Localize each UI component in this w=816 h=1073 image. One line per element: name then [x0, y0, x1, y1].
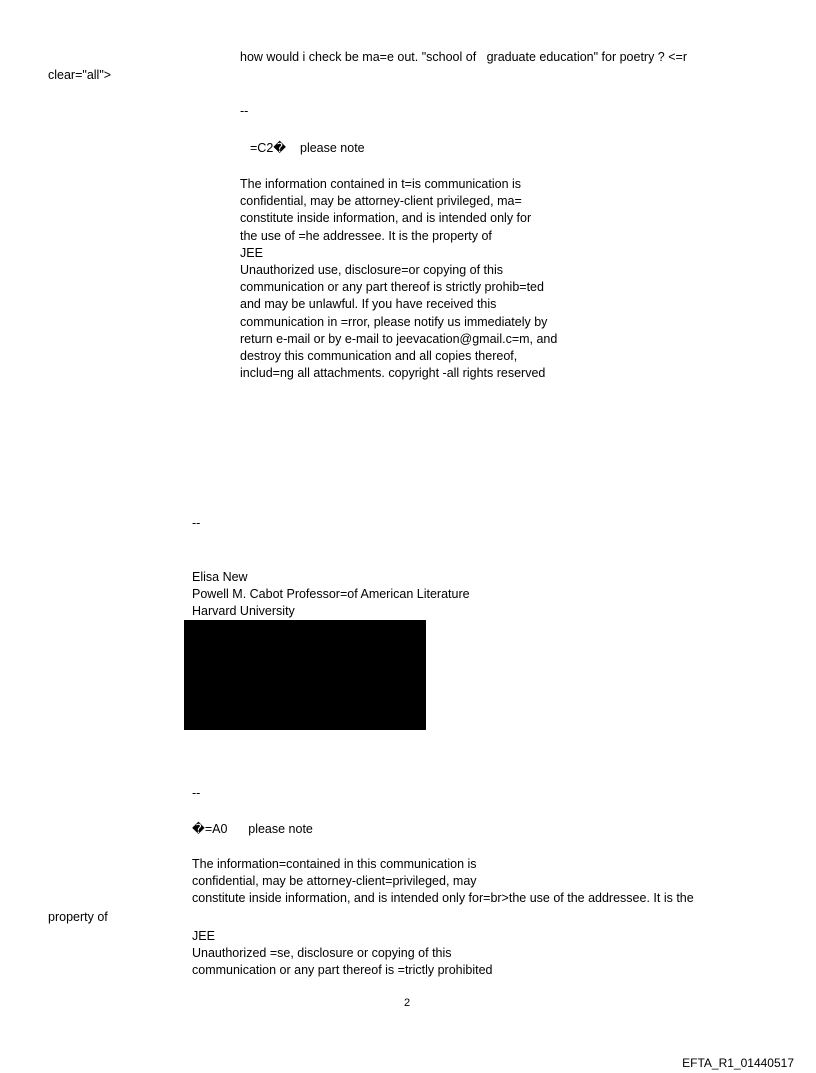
disclaimer-block-2	[192, 856, 694, 908]
signature-title: Powell M. Cabot Professor=of American Literature	[192, 587, 470, 602]
disclaimer-line: communication or any part thereof is strictly prohib=ted	[240, 280, 544, 295]
reply-line: how would i check be ma=e out. "school of graduate education" for poetry ? <=r	[240, 50, 687, 64]
disclaimer-line: JEE	[192, 929, 215, 943]
separator: --	[192, 516, 201, 530]
signature-name: Elisa New	[192, 570, 248, 584]
disclaimer-line: The information contained in t=is communication is	[240, 177, 522, 191]
disclaimer-line: JEE	[240, 245, 263, 260]
signature-block	[192, 569, 470, 621]
reply-line-wrap: clear="all">	[48, 68, 112, 82]
disclaimer-block-2-continued	[192, 928, 493, 980]
disclaimer-line: Unauthorized =se, disclosure or copying of this	[192, 946, 452, 961]
please-note-1: =C2� please note	[250, 141, 365, 155]
please-note-2: �=A0 please note	[192, 822, 313, 836]
disclaimer-line: communication in =rror, please notify us immediately by	[240, 314, 548, 329]
disclaimer-line: Unauthorized use, disclosure=or copying of this	[240, 263, 503, 278]
disclaimer-line: return e-mail or by e-mail to jeevacation@gmail.c=m, and	[240, 331, 558, 346]
disclaimer-line: confidential, may be attorney-client=privileged, may	[192, 874, 477, 889]
disclaimer-block-1	[240, 176, 557, 382]
redaction-box	[184, 620, 426, 730]
disclaimer-line: communication or any part thereof is =trictly prohibited	[192, 963, 493, 978]
separator: --	[240, 104, 249, 118]
disclaimer-line: constitute inside information, and is intended only for	[240, 211, 532, 226]
disclaimer-line: and may be unlawful. If you have received this	[240, 297, 497, 312]
separator: --	[192, 786, 201, 800]
disclaimer-line: includ=ng all attachments. copyright -all rights reserved	[240, 366, 546, 381]
disclaimer-line: The information=contained in this communication is	[192, 857, 477, 871]
page-number: 2	[404, 997, 411, 1009]
document-id: EFTA_R1_01440517	[682, 1056, 794, 1070]
disclaimer-line: the use of =he addressee. It is the property of	[240, 228, 492, 243]
disclaimer-line: constitute inside information, and is intended only for=br>the use of the addressee. It is the	[192, 891, 694, 906]
disclaimer-line: confidential, may be attorney-client privileged, ma=	[240, 194, 522, 209]
disclaimer-wrap-line: property of	[48, 910, 108, 924]
signature-org: Harvard University	[192, 604, 295, 619]
disclaimer-line: destroy this communication and all copies thereof,	[240, 349, 518, 364]
